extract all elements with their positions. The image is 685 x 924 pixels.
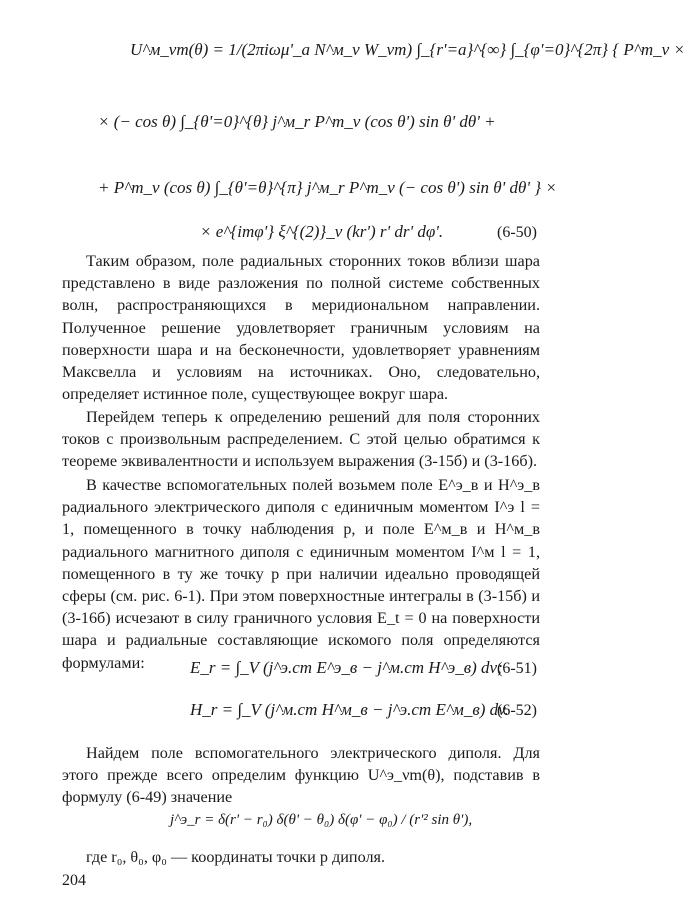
equation-line-1: U^м_νm(θ) = 1/(2πiωμ'_a N^м_ν W_νm) ∫_{r'=a}^{∞} ∫_{φ'=0}^{2π} { P^m_ν ×	[130, 40, 685, 59]
paragraph-3: В качестве вспомогательных полей возьмем поле E^э_в и H^э_в радиального электрического диполя с единичным моментом I^э l = 1, помещенного в точку наблюдения p, и поле E^м_в и H^м_в радиального магнитного диполя с единичным моментом I^м l = 1, помещенного в ту же точку p при наличии идеально проводящей сферы (см. рис. 6-1). При этом поверхностные интегралы в (3-15б) и (3-16б) исчезают в силу граничного условия E_t = 0 на поверхности шара и радиальные составляющие искомого поля определяются формулами:	[62, 476, 540, 672]
formula-6-52: H_r = ∫_V (j^м.ст H^м_в − j^э.ст E^м_в) dv.	[190, 700, 509, 719]
equation-line-2: × (− cos θ) ∫_{θ'=0}^{θ} j^м_r P^m_ν (cos θ') sin θ' dθ' +	[98, 112, 496, 131]
equation-line-3: + P^m_ν (cos θ) ∫_{θ'=θ}^{π} j^м_r P^m_ν (− cos θ') sin θ' dθ' } ×	[98, 178, 557, 197]
equation-number-6-50: (6-50)	[497, 224, 537, 241]
formula-j-radial: j^э_r = δ(r' − r₀) δ(θ' − θ₀) δ(φ' − φ₀) / (r'² sin θ'),	[170, 812, 473, 828]
paragraph-2: Перейдем теперь к определению решений для поля сторонних токов с произвольным распределением. С этой целью обратимся к теореме эквивалентности и используем выражения (3-15б) и (3-16б).	[62, 408, 540, 471]
closing-line: где r₀, θ₀, φ₀ — координаты точки p диполя.	[86, 848, 386, 866]
page-number: 204	[62, 872, 86, 889]
formula-6-51: E_r = ∫_V (j^э.ст E^э_в − j^м.ст H^э_в) dv;	[190, 658, 503, 677]
equation-number-6-52: (6-52)	[497, 702, 537, 719]
equation-line-4: × e^{imφ'} ξ^{(2)}_ν (kr') r' dr' dφ'.	[200, 222, 444, 241]
equation-number-6-51: (6-51)	[497, 660, 537, 677]
paragraph-1: Таким образом, поле радиальных сторонних токов вблизи шара представлено в виде разложения по полной системе собственных волн, распространяющихся в меридиональном направлении. Полученное решение удовлетворяет граничным условиям на поверхности шара и на бесконечности, удовлетворяет уравнениям Максвелла и условиям на источниках. Оно, следовательно, определяет истинное поле, существующее вокруг шара.	[62, 252, 540, 404]
paragraph-4: Найдем поле вспомогательного электрического диполя. Для этого прежде всего определим функцию U^э_νm(θ), подставив в формулу (6-49) значение	[62, 744, 540, 807]
